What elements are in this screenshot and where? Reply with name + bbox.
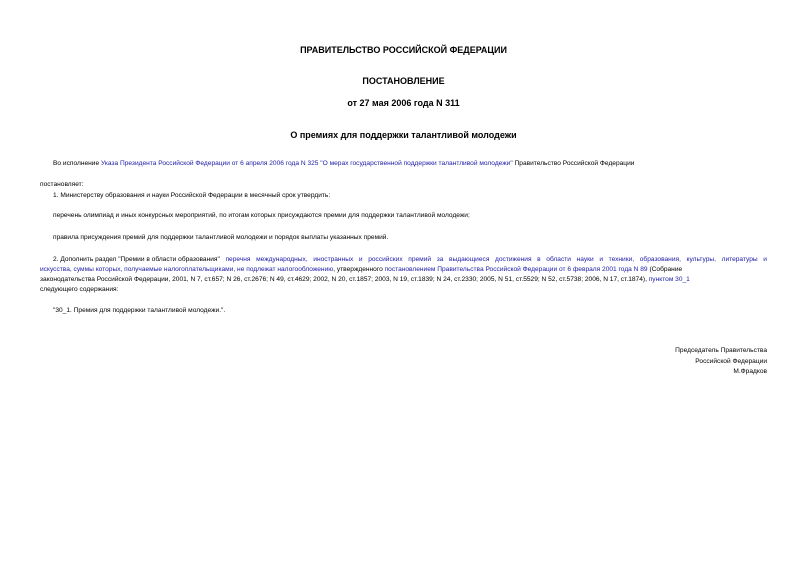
legislation-collection-refs: законодательства Российской Федерации, 2001, N 7, ст.657; N 26, ст.2676; N 49, ст.4629; 2002, N 20, ст.1857; 2003, N 19, ст.1839; N 24, ст.2330; 2005, N 51, ст.5529; N 52, ст.5738; 2006, N 17, ст.1874), <box>40 276 649 283</box>
awards-list-link-word[interactable]: и <box>358 256 363 263</box>
awards-list-link-word[interactable]: за <box>436 256 444 263</box>
awards-list-link-word[interactable]: техники, <box>608 256 635 263</box>
awards-list-link-word[interactable]: литературы <box>721 256 758 263</box>
awards-list-link-continued[interactable]: искусства, суммы которых, получаемые налогоплательщиками, не подлежат налогообложению <box>40 266 334 273</box>
paragraph-item-2-line-1 <box>53 255 767 264</box>
preamble-suffix: Правительство Российской Федерации <box>512 160 635 167</box>
paragraph-item-1: 1. Министерству образования и науки Российской Федерации в месячный срок утвердить: <box>53 192 331 199</box>
signature-name: М.Фрадков <box>733 368 767 375</box>
paragraph-resolves: постановляет: <box>40 181 84 188</box>
approved-by-text: , утвержденного <box>333 266 385 273</box>
awards-list-link-word[interactable]: выдающиеся <box>449 256 490 263</box>
clause-30-1-link[interactable]: пунктом 30_1 <box>648 276 690 283</box>
document-title: О премиях для поддержки талантливой молодежи <box>290 130 517 140</box>
awards-list-link-word[interactable]: и <box>599 256 604 263</box>
awards-list-link-word[interactable]: культуры, <box>686 256 716 263</box>
awards-list-link-word[interactable]: в <box>537 256 541 263</box>
awards-list-link-word[interactable]: международных, <box>256 256 308 263</box>
paragraph-item-2-line-3 <box>40 275 690 284</box>
signature-country: Российской Федерации <box>695 358 767 365</box>
paragraph-item-2-line-2 <box>40 265 682 274</box>
awards-list-link-word[interactable]: иностранных <box>313 256 354 263</box>
awards-list-link-word[interactable]: перечня <box>225 256 251 263</box>
presidential-decree-link[interactable]: Указа Президента Российской Федерации от 6 апреля 2006 года N 325 "О мерах государственной поддержки талантливой молодежи" <box>100 160 513 167</box>
document-date-number: от 27 мая 2006 года N 311 <box>347 98 460 108</box>
awards-list-link-word[interactable]: области <box>546 256 571 263</box>
awards-list-link-word[interactable]: российских <box>368 256 403 263</box>
awards-list-link-word[interactable]: науки <box>576 256 594 263</box>
awards-list-link-word[interactable]: образования, <box>639 256 681 263</box>
document-type-heading: ПОСТАНОВЛЕНИЕ <box>362 76 445 86</box>
paragraph-award-rules: правила присуждения премий для поддержки талантливой молодежи и порядок выплаты указанных премий. <box>53 234 389 241</box>
awards-list-link-word[interactable]: и <box>763 256 767 263</box>
awards-list-link-word[interactable]: достижения <box>495 256 532 263</box>
government-resolution-89-link[interactable]: постановлением Правительства Российской Федерации от 6 февраля 2001 года N 89 <box>384 266 648 273</box>
paragraph-item-2-line-4: следующего содержания: <box>40 286 119 293</box>
awards-list-link-word[interactable]: премий <box>408 256 432 263</box>
collection-reference-start: (Собрание <box>647 266 683 273</box>
preamble-prefix: Во исполнение <box>53 160 101 167</box>
paragraph-olympiad-list: перечень олимпиад и иных конкурсных мероприятий, по итогам которых присуждаются премии для поддержки талантливой молодежи; <box>53 212 470 219</box>
item-2-intro: 2. Дополнить раздел "Премии в области образования" <box>53 256 220 263</box>
signature-position: Председатель Правительства <box>675 347 767 354</box>
government-heading: ПРАВИТЕЛЬСТВО РОССИЙСКОЙ ФЕДЕРАЦИИ <box>300 45 507 55</box>
paragraph-preamble <box>53 159 634 168</box>
paragraph-new-clause: "30_1. Премия для поддержки талантливой молодежи.". <box>53 307 226 314</box>
